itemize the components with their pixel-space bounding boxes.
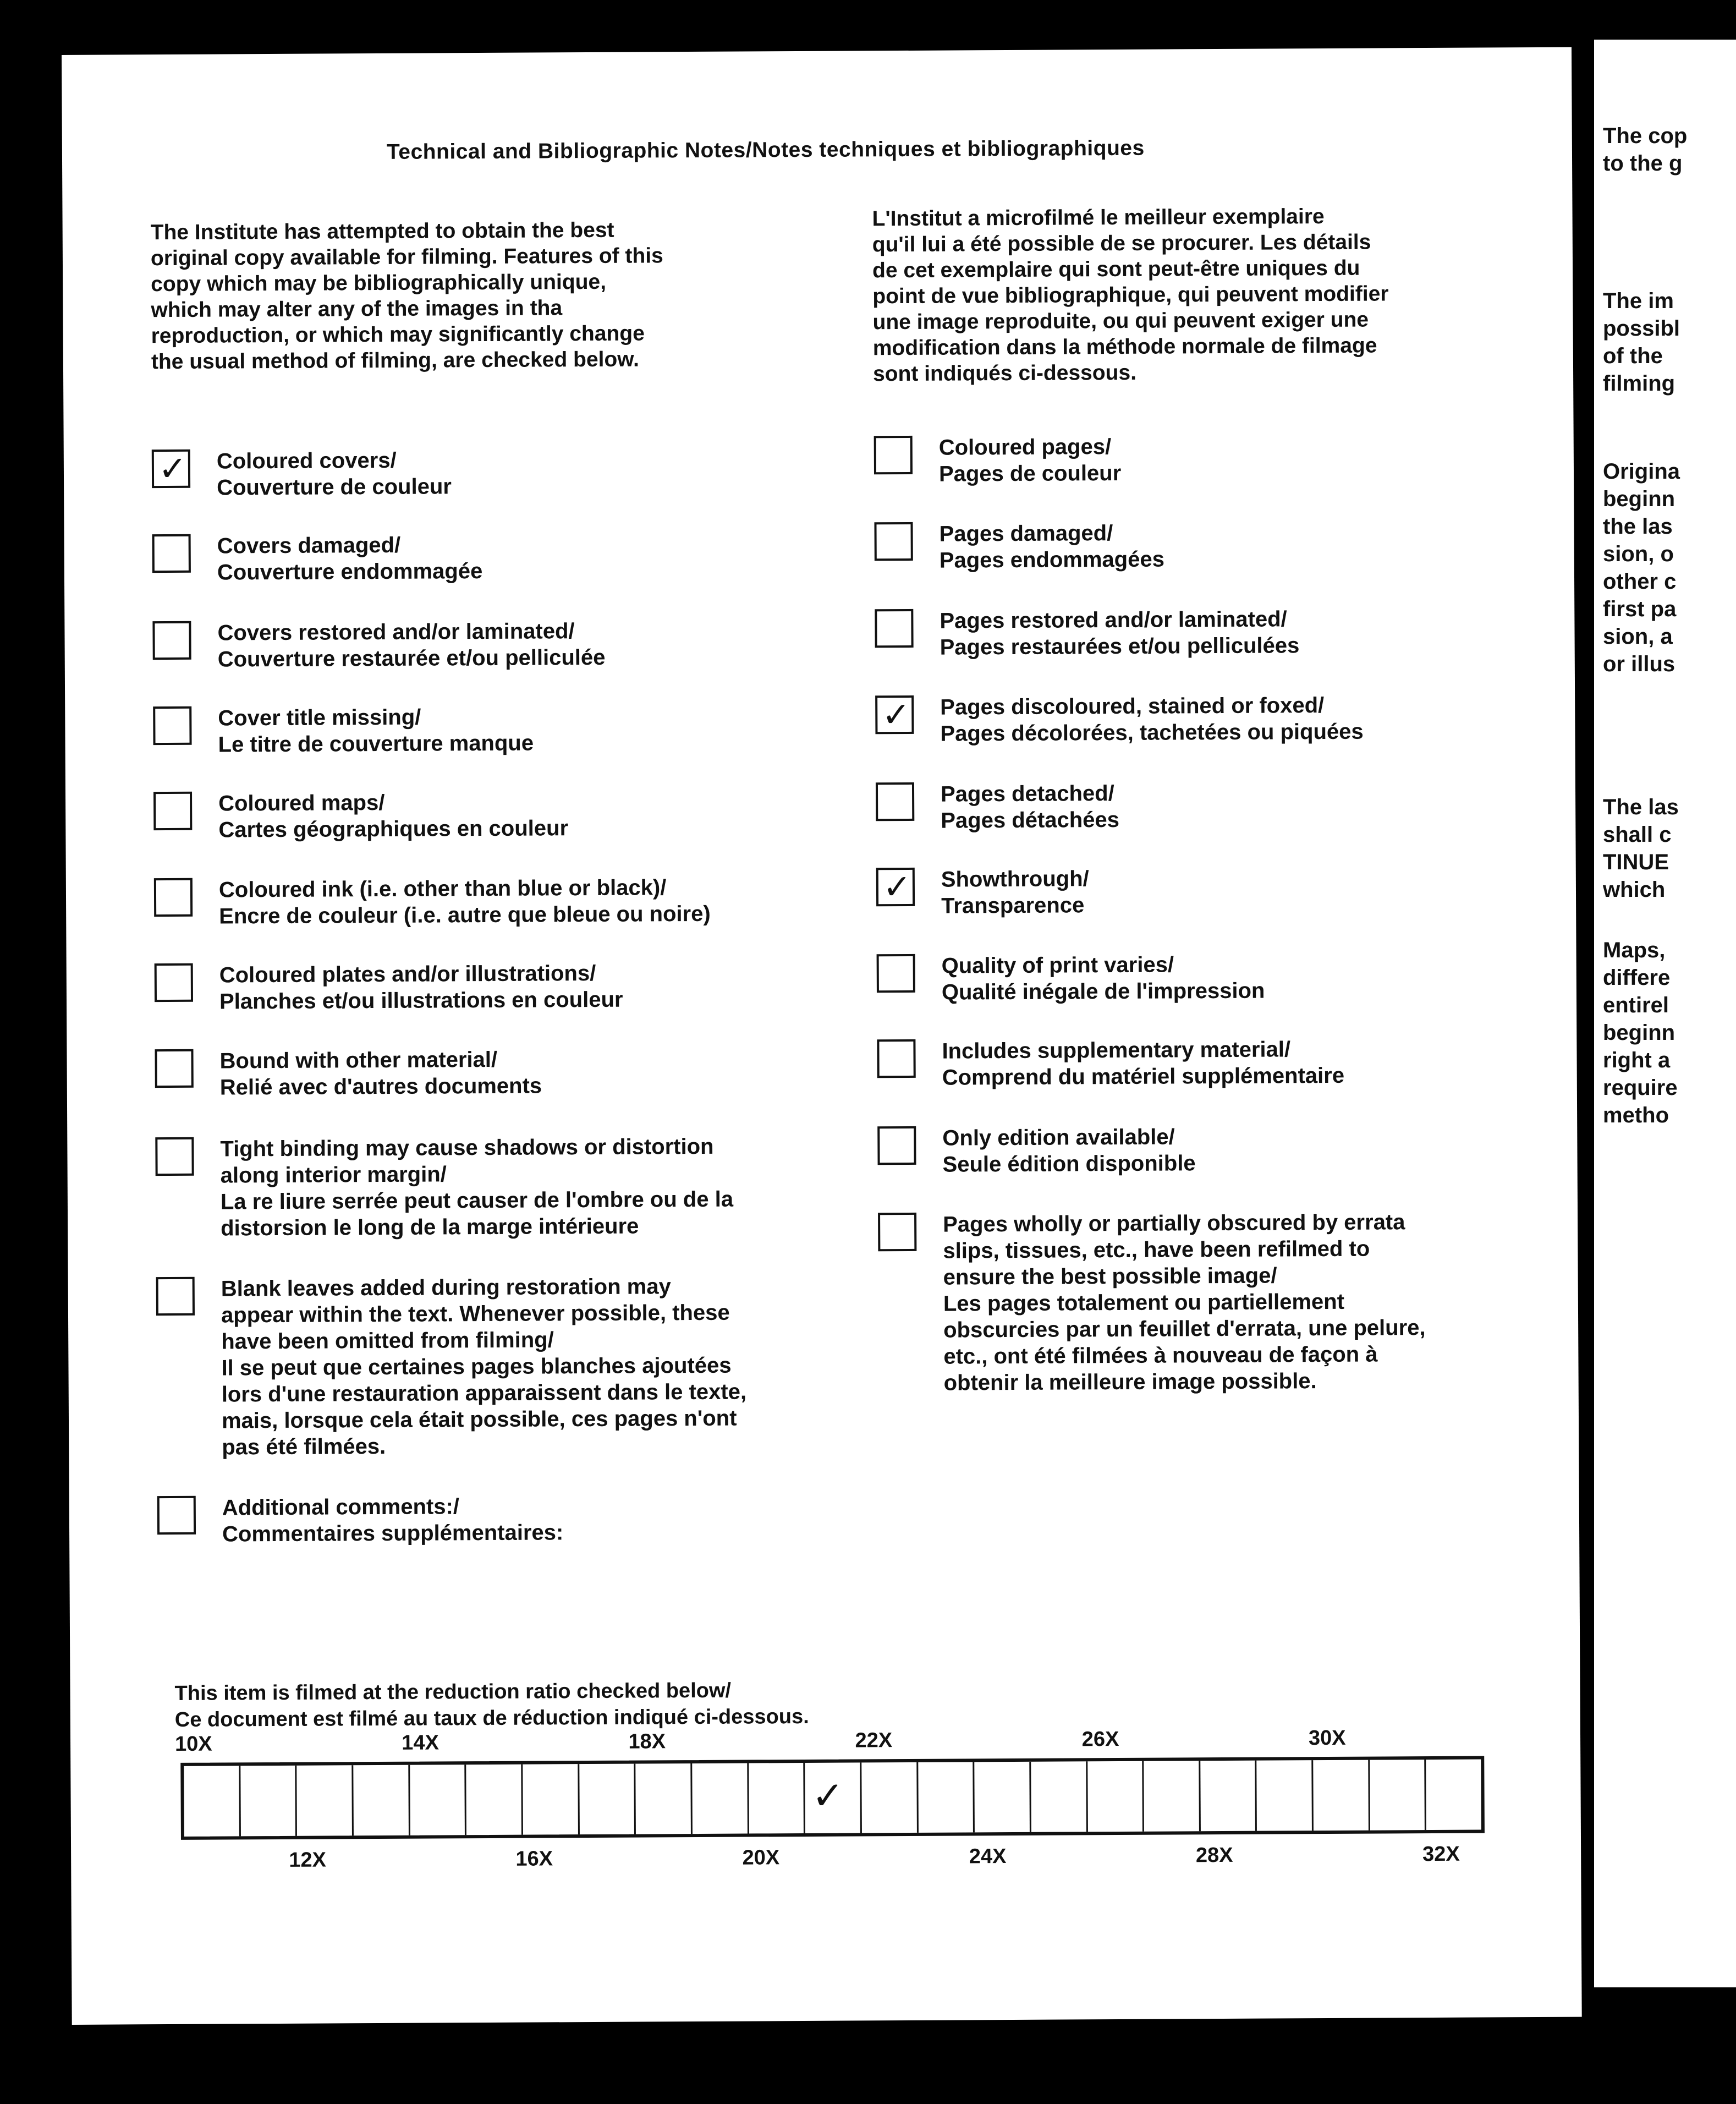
checklist-label-line: Coloured covers/ (216, 448, 397, 474)
checkbox[interactable] (153, 792, 192, 830)
checklist-label-line: Coloured plates and/or illustrations/ (219, 961, 596, 988)
ratio-cell[interactable] (749, 1763, 805, 1834)
checklist-label (941, 863, 1519, 919)
checklist-label-line: Pages wholly or partially obscured by errata (943, 1210, 1405, 1237)
adjacent-page-fragment: sion, o (1603, 542, 1674, 566)
checklist-label-line: Pages restored and/or laminated/ (940, 607, 1287, 633)
checklist-label-line: Blank leaves added during restoration may (221, 1274, 671, 1301)
adjacent-page-fragment: entirel (1603, 993, 1669, 1017)
checklist-label-line: Pages discoloured, stained or foxed/ (940, 693, 1325, 720)
check-mark-icon: ✓ (158, 448, 188, 489)
checklist-label-line: Pages detached/ (940, 781, 1114, 807)
checklist-label-line: Includes supplementary material/ (942, 1037, 1291, 1064)
checklist-label-line: Covers damaged/ (217, 533, 401, 558)
ratio-cell[interactable] (805, 1762, 861, 1833)
checklist-label-line: Il se peut que certaines pages blanches ajoutées (221, 1353, 732, 1380)
checklist-label (220, 1133, 798, 1241)
check-mark-icon: ✓ (882, 694, 911, 735)
intro_fr-line: de cet exemplaire qui sont peut-être uniques du (872, 256, 1360, 283)
checklist-label (941, 778, 1518, 834)
checklist-label-line: distorsion le long de la marge intérieure (221, 1214, 639, 1241)
checklist-label-line: Encre de couleur (i.e. autre que bleue ou noire) (219, 901, 711, 929)
intro_fr-line: qu'il lui a été possible de se procurer. Les détails (872, 230, 1371, 257)
adjacent-page-fragment: shall c (1603, 823, 1672, 847)
ratio-cell[interactable] (1200, 1761, 1257, 1832)
checklist-label-line: Cartes géographiques en couleur (218, 816, 569, 842)
checklist-label-line: ensure the best possible image/ (943, 1263, 1277, 1290)
intro-english (151, 216, 789, 375)
ratio-cell[interactable] (579, 1764, 636, 1835)
checklist-label (939, 431, 1517, 487)
checkbox[interactable] (877, 1126, 916, 1165)
adjacent-page-fragment: other c (1603, 569, 1677, 594)
intro_fr-line: sont indiqués ci-dessous. (872, 360, 1137, 386)
reduction-ratio-scale (180, 1756, 1485, 1840)
checklist-label (940, 691, 1518, 747)
checklist-label-line: Seule édition disponible (942, 1151, 1196, 1177)
checklist-label (943, 1208, 1521, 1396)
intro_fr-line: une image reproduite, ou qui peuvent exiger une (872, 308, 1369, 335)
ratio-label-top: 18X (628, 1730, 666, 1754)
intro_en-line: reproduction, or which may significantly change (151, 321, 645, 348)
checklist-label (221, 1273, 800, 1460)
checklist-label-line: Coloured maps/ (218, 790, 385, 816)
adjacent-page-fragment: differe (1603, 966, 1671, 990)
intro_fr-line: L'Institut a microfilmé le meilleur exemplaire (872, 204, 1325, 231)
adjacent-page-fragment: The cop (1603, 124, 1688, 148)
checklist-label-line: Pages damaged/ (939, 521, 1113, 546)
checklist-label-line: Pages endommagées (939, 547, 1165, 573)
intro-french (872, 202, 1533, 387)
checklist-label-line: along interior margin/ (220, 1162, 447, 1188)
intro_en-line: the usual method of filming, are checked below. (151, 347, 640, 374)
adjacent-page-fragment: The im (1603, 289, 1674, 313)
checkbox[interactable] (876, 868, 915, 906)
checklist-label-line: Additional comments:/ (222, 1494, 460, 1520)
checklist-label-line: Coloured pages/ (938, 435, 1112, 460)
adjacent-page-fragment: require (1603, 1076, 1678, 1100)
checklist-label-line: mais, lorsque cela était possible, ces pages n'ont (221, 1406, 737, 1433)
adjacent-page-fragment: or illus (1603, 652, 1675, 676)
checklist-label (940, 605, 1517, 660)
checklist-label-line: Couverture restaurée et/ou pelliculée (217, 645, 606, 672)
ratio-label-bottom: 24X (969, 1845, 1007, 1869)
checklist-label-line: Planches et/ou illustrations en couleur (219, 987, 623, 1014)
checklist-label (219, 874, 796, 929)
checkbox[interactable] (155, 1137, 194, 1176)
intro_en-line: copy which may be bibliographically unique, (151, 270, 607, 297)
adjacent-page-fragment: sion, a (1603, 624, 1673, 649)
checklist-label-line: Cover title missing/ (218, 705, 421, 731)
checklist-label (217, 617, 795, 672)
page-title: Technical and Bibliographic Notes/Notes techniques et bibliographiques (386, 136, 1145, 164)
adjacent-page (1594, 40, 1736, 1987)
checklist-label (217, 445, 794, 501)
ratio-cell[interactable] (1087, 1761, 1144, 1832)
checklist-label-line: Pages décolorées, tachetées ou piquées (940, 719, 1364, 746)
ratio-label-top: 26X (1081, 1727, 1119, 1751)
checklist-label (942, 1122, 1520, 1177)
adjacent-page-fragment: to the g (1603, 151, 1683, 176)
adjacent-page-fragment: beginn (1603, 487, 1675, 511)
ratio-label-bottom: 12X (289, 1848, 326, 1872)
ratio-cell[interactable] (974, 1762, 1031, 1833)
checklist-label-line: Comprend du matériel supplémentaire (942, 1063, 1345, 1090)
checkbox[interactable] (154, 878, 193, 917)
ratio-cell[interactable] (410, 1765, 466, 1835)
checklist-label (942, 1035, 1519, 1091)
ratio-cell[interactable] (918, 1762, 975, 1833)
ratio-cell[interactable] (240, 1766, 297, 1837)
ratio-line-english: This item is filmed at the reduction ratio checked below/ (174, 1679, 732, 1705)
ratio-cell[interactable] (184, 1766, 240, 1837)
checkbox[interactable] (156, 1277, 195, 1316)
ratio-label-top: 22X (855, 1729, 893, 1752)
checklist-label (219, 1045, 797, 1100)
intro_en-line: which may alter any of the images in tha (151, 296, 563, 322)
ratio-label-top: 14X (402, 1731, 439, 1755)
checklist-label-line: Bound with other material/ (219, 1047, 498, 1073)
checkbox[interactable] (157, 1496, 196, 1535)
adjacent-page-fragment: TINUE (1603, 850, 1669, 874)
checklist-label (218, 787, 796, 843)
checklist-label-line: Couverture endommagée (217, 559, 483, 585)
checkbox[interactable] (874, 436, 913, 474)
intro_fr-line: point de vue bibliographique, qui peuvent modifier (872, 282, 1389, 309)
adjacent-page-fragment: first pa (1603, 597, 1677, 621)
checklist-label-line: Commentaires supplémentaires: (222, 1520, 564, 1547)
checklist-label-line: Transparence (941, 893, 1085, 918)
ratio-label-top: 10X (174, 1732, 212, 1756)
adjacent-page-fragment: Origina (1603, 459, 1680, 484)
ratio-cell[interactable] (353, 1765, 410, 1836)
checklist-label-line: lors d'une restauration apparaissent dans le texte, (221, 1379, 747, 1407)
ratio-label-top: 30X (1308, 1726, 1346, 1750)
checklist-label (218, 702, 795, 758)
checklist-label-line: appear within the text. Whenever possible, these (221, 1300, 730, 1328)
checklist-label-line: La re liure serrée peut causer de l'ombre ou de la (220, 1187, 734, 1214)
ratio-cell[interactable] (523, 1764, 579, 1835)
checklist-label-line: Le titre de couverture manque (218, 731, 534, 757)
checklist-label-line: Pages restaurées et/ou pelliculées (940, 633, 1300, 660)
notes-page (62, 47, 1582, 2025)
checklist-label-line: obscurcies par un feuillet d'errata, une pelure, (943, 1316, 1426, 1343)
checkbox[interactable] (152, 450, 190, 488)
checklist-label-line: slips, tissues, etc., have been refilmed to (943, 1236, 1370, 1263)
checkbox[interactable] (875, 695, 914, 734)
check-mark-icon: ✓ (882, 866, 912, 907)
ratio-cell[interactable] (692, 1763, 749, 1834)
checklist-label (219, 959, 797, 1015)
checklist-label-line: Only edition available/ (942, 1125, 1175, 1150)
adjacent-page-fragment: of the (1603, 344, 1663, 368)
intro_en-line: The Institute has attempted to obtain the best (150, 218, 614, 245)
ratio-label-bottom: 16X (515, 1847, 553, 1871)
checklist-label-line: pas été filmées. (222, 1434, 386, 1460)
intro_fr-line: modification dans la méthode normale de filmage (872, 333, 1377, 360)
checklist-label-line: Showthrough/ (941, 867, 1089, 892)
adjacent-page-fragment: possibl (1603, 316, 1680, 341)
checklist-label (939, 518, 1517, 573)
adjacent-page-fragment: the las (1603, 514, 1673, 539)
reduction-ratio-text (174, 1677, 809, 1733)
checklist-label-line: Covers restored and/or laminated/ (217, 619, 575, 645)
checkbox[interactable] (877, 954, 915, 993)
checklist-label-line: Pages de couleur (938, 461, 1122, 486)
checkbox[interactable] (152, 534, 191, 573)
checklist-label-line: have been omitted from filming/ (221, 1328, 554, 1354)
ratio-line-french: Ce document est filmé au taux de réduction indiqué ci-dessous. (174, 1705, 809, 1732)
adjacent-page-fragment: metho (1603, 1103, 1669, 1127)
checkbox[interactable] (876, 782, 914, 821)
ratio-cell[interactable] (861, 1762, 918, 1833)
checkbox[interactable] (152, 621, 191, 660)
ratio-cell[interactable] (297, 1765, 354, 1836)
checklist-label-line: Tight binding may cause shadows or distortion (220, 1134, 714, 1161)
adjacent-page-fragment: The las (1603, 795, 1679, 819)
checklist-label (217, 530, 795, 585)
checkbox[interactable] (878, 1213, 916, 1251)
intro_en-line: original copy available for filming. Features of this (150, 244, 663, 271)
adjacent-page-fragment: which (1603, 878, 1666, 902)
checkbox[interactable] (877, 1039, 915, 1078)
checklist-label-line: etc., ont été filmées à nouveau de façon à (943, 1342, 1378, 1369)
ratio-cell[interactable] (466, 1765, 523, 1835)
checklist-label (222, 1492, 800, 1547)
checkbox[interactable] (155, 1049, 193, 1088)
adjacent-page-fragment: filming (1603, 371, 1675, 396)
ratio-cell[interactable] (1257, 1760, 1314, 1831)
adjacent-page-fragment: right a (1603, 1048, 1671, 1072)
checklist-label (942, 950, 1519, 1005)
ratio-cell[interactable] (1426, 1760, 1481, 1831)
ratio-cell[interactable] (1144, 1761, 1200, 1832)
check-mark-icon: ✓ (811, 1773, 844, 1818)
checklist-label-line: obtenir la meilleure image possible. (943, 1369, 1317, 1395)
checkbox[interactable] (155, 963, 193, 1002)
checklist-label-line: Quality of print varies/ (941, 952, 1174, 978)
ratio-label-bottom: 28X (1195, 1843, 1233, 1867)
ratio-cell[interactable] (1313, 1760, 1370, 1831)
checkbox[interactable] (153, 706, 191, 745)
ratio-label-bottom: 32X (1422, 1842, 1460, 1866)
checklist-label-line: Couverture de couleur (217, 474, 452, 500)
ratio-cell[interactable] (636, 1763, 693, 1834)
checklist-label-line: Qualité inégale de l'impression (941, 978, 1265, 1005)
checklist-label-line: Coloured ink (i.e. other than blue or black)/ (218, 875, 667, 902)
adjacent-page-fragment: beginn (1603, 1021, 1675, 1045)
adjacent-page-fragment: Maps, (1603, 938, 1666, 962)
checklist-label-line: Les pages totalement ou partiellement (943, 1289, 1345, 1316)
ratio-cell[interactable] (1031, 1761, 1087, 1832)
checkbox[interactable] (875, 609, 913, 648)
ratio-cell[interactable] (1370, 1760, 1426, 1831)
checkbox[interactable] (874, 522, 913, 561)
ratio-label-bottom: 20X (742, 1846, 780, 1870)
checklist-label-line: Pages détachées (941, 807, 1120, 833)
checklist-label-line: Relié avec d'autres documents (219, 1073, 542, 1100)
